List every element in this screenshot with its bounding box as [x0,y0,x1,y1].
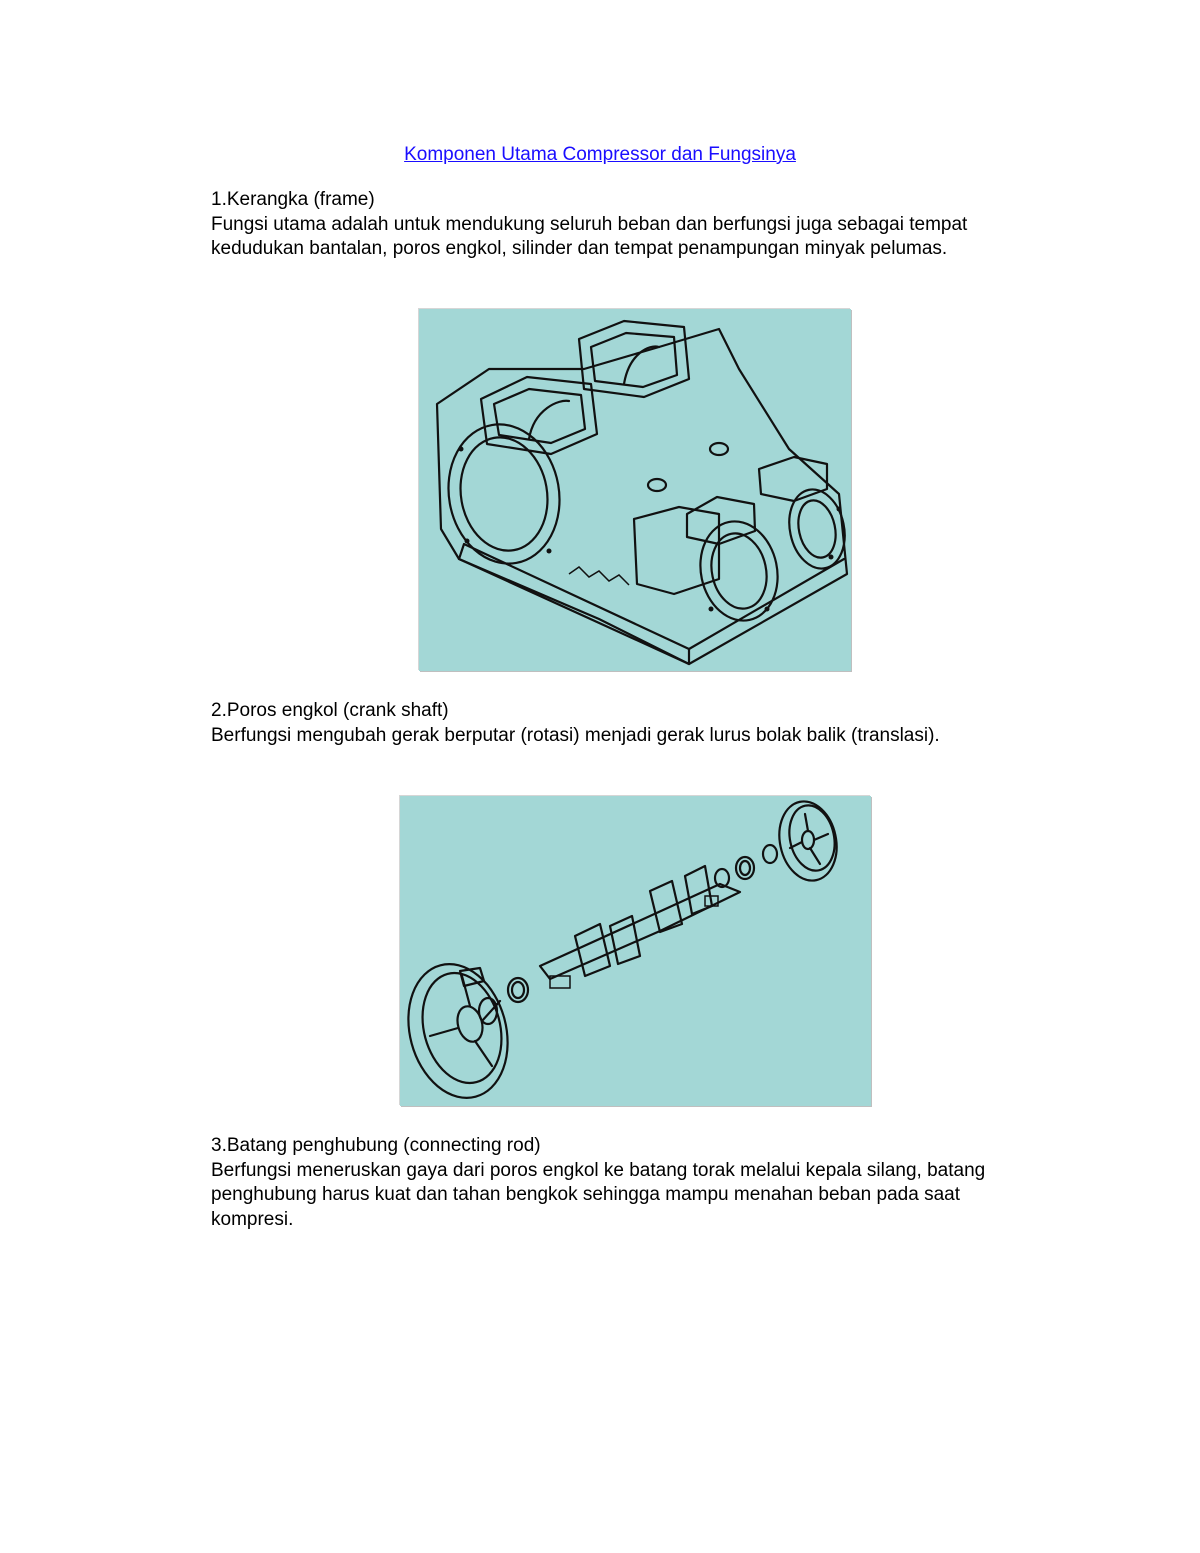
section-body: Berfungsi mengubah gerak berputar (rotasi) menjadi gerak lurus bolak balik (translasi). [211,724,940,746]
section-heading: 1.Kerangka (frame) [211,189,375,210]
crank-shaft-illustration [400,796,871,1106]
frame-drawing [419,309,851,671]
section-body: Berfungsi meneruskan gaya dari poros engkol ke batang torak melalui kepala silang, batang penghubung harus kuat dan tahan bengkok sehingga mampu menahan beban pada saat kompresi. [211,1159,986,1230]
section-heading: 2.Poros engkol (crank shaft) [211,700,449,721]
section-body: Fungsi utama adalah untuk mendukung seluruh beban dan berfungsi juga sebagai tempat kedudukan bantalan, poros engkol, silinder dan tempat penampungan minyak pelumas. [211,213,968,259]
section-frame [211,188,1041,262]
section-heading: 3.Batang penghubung (connecting rod) [211,1135,541,1156]
document-title[interactable]: Komponen Utama Compressor dan Fungsinya [404,144,796,165]
section-connecting-rod [211,1134,1041,1232]
crank-shaft-drawing [400,796,871,1106]
section-crank-shaft [211,699,1041,748]
frame-illustration [419,309,851,671]
